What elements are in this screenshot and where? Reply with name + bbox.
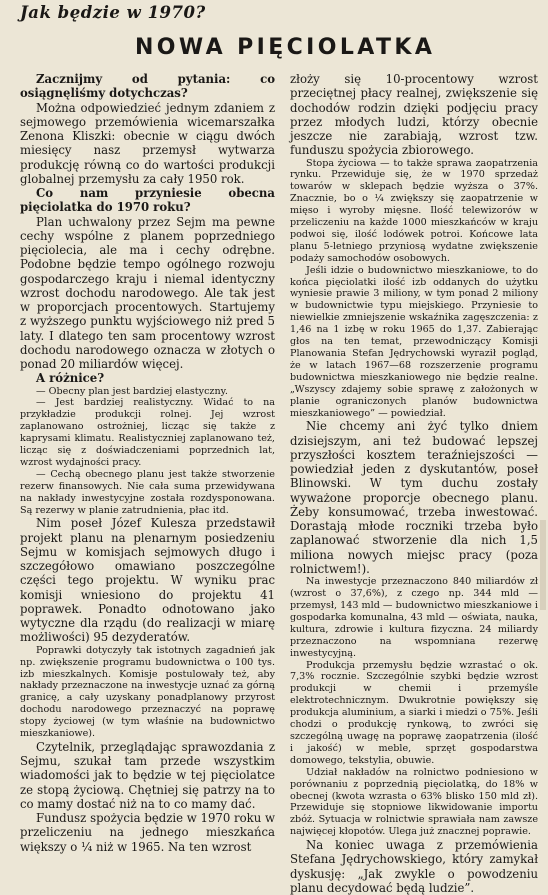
paragraph: Czytelnik, przeglądając sprawozdania z Sejmu, szukał tam przede wszystkim wiadomości jak to będzie w tej pięciolatce ze stopą życiową. Chętniej się patrzy na to co mamy dostać niż na to co mamy dać. — [20, 739, 275, 811]
small-paragraph: Udział nakładów na rolnictwo podniesiono w porównaniu z poprzednią pięciolatką, do 18% w obecnej (kwota wzrasta o 63% blisko 150 mld zł). Przewiduje się stopniowe likwidowanie importu zbóż. Sytuacja w rolnictwie sprawiała nam zawsze najwięcej kłopotów. Ulega już znacznej poprawie. — [290, 766, 538, 838]
bullet-paragraph: — Obecny plan jest bardziej elastyczny. — [36, 385, 228, 397]
small-paragraph: Poprawki dotyczyły tak istotnych zagadnień jak np. zwiększenie programu budownictwa o 100 tys. izb mieszkalnych. Komisje postulowały też, aby nakłady przeznaczone na inwestycje uznać za górną granicę, a cały uzyskany ponadplanowy przyrost dochodu narodowego przeznaczyć na poprawę stopy życiowej (w tym właśnie na budownictwo mieszkaniowe). — [20, 644, 275, 740]
article-column-right — [290, 72, 538, 895]
article-headline: NOWA PIĘCIOLATKA — [135, 35, 436, 60]
bullet-paragraph: — Cechą obecnego planu jest także stworzenie rezerw finansowych. Nie cała suma przewidywana na nakłady inwestycyjne została rozdysponowana. Są rezerwy w planie zatrudnienia, płac itd. — [20, 468, 275, 516]
paragraph: Plan uchwalony przez Sejm ma pewne cechy wspólne z planem poprzedniego pięciolecia, ale ma i cechy odrębne. Podobne będzie tempo ogólnego rozwoju gospodarczego kraju i niemal identyczny wzrost dochodu narodowego. Ale tak jest w proporcjach procentowych. Startujemy z wyższego punktu wyjściowego niż pred 5 laty. I dlatego ten sam procentowy wzrost dochodu narodowego oznacza w złotych o ponad 20 miliardów więcej. — [20, 214, 275, 371]
paragraph: Na koniec uwaga z przemówienia Stefana Jędrychowskiego, który zamykał dyskusję: „Jak zwykle o powodzeniu planu decydować będą ludzie”. — [290, 838, 538, 895]
paragraph: Nie chcemy ani żyć tylko dniem dzisiejszym, ani też budować lepszej przyszłości kosztem teraźniejszości — powiedział jeden z dyskutantów, poseł Blinowski. W tym duchu zostały wyważone proporcje obecnego planu. Żeby konsumować, trzeba inwestować. Dorastają młode roczniki trzeba było zaplanować stworzenie dla nich 1,5 miliona nowych miejsc pracy (poza rolnictwem!). — [290, 419, 538, 576]
article-column-left — [20, 72, 275, 854]
lead-question: Zacznijmy od pytania: co osiągnęliśmy dotychczas? — [20, 72, 275, 101]
small-paragraph: Jeśli idzie o budownictwo mieszkaniowe, to do końca pięciolatki ilość izb oddanych do użytku wyniesie prawie 3 miliony, w tym ponad 2 miliony w budownictwie typu miejskiego. Przyniesie to niewielkie zmniejszenie wskaźnika zagęszczenia: z 1,46 na 1 izbę w roku 1965 do 1,37. Zabierając głos na ten temat, przewodniczący Komisji Planowania Stefan Jędrychowski wyraził pogląd, że w latach 1967—68 rozszerzenie programu budownictwa mieszkaniowego nie będzie realne. „Wszyscy zdajemy sobie sprawę z założonych w planie ograniczonych planów budownictwa mieszkaniowego” — powiedział. — [290, 264, 538, 419]
bullet-paragraph: — Jest bardziej realistyczny. Widać to na przykładzie produkcji rolnej. Jej wzrost zaplanowano ostrożniej, licząc się także z kaprysami klimatu. Realistyczniej zaplanowano też, licząc się z doświadczeniami poprzednich lat, wzrost wydajności pracy. — [20, 397, 275, 468]
subheading: Co nam przyniesie obecna pięciolatka do 1970 roku? — [20, 186, 275, 215]
paragraph: złoży się 10-procentowy wzrost przeciętnej płacy realnej, zwiększenie się dochodów rodzin dzięki podjęciu pracy przez młodych ludzi, którzy obecnie jeszcze nie zarabiają, wzrost tzw. funduszu spożycia zbiorowego. — [290, 72, 538, 158]
small-paragraph: Produkcja przemysłu będzie wzrastać o ok. 7,3% rocznie. Szczególnie szybki będzie wzrost produkcji w chemii i przemyśle elektrotechnicznym. Dwukrotnie powiększy się produkcja aluminium, a siarki i miedzi o 75%. Jeśli chodzi o produkcję rynkową, to zwróci się szczególną uwagę na poprawę zaopatrzenia (ilość i jakość) w meble, sprzęt gospodarstwa domowego, tekstylia, obuwie. — [290, 659, 538, 766]
paragraph: Fundusz spożycia będzie w 1970 roku w przeliczeniu na jednego mieszkańca większy o ¼ niż w 1965. Na ten wzrost — [20, 811, 275, 854]
page-edge-mark — [540, 520, 546, 610]
paragraph: Można odpowiedzieć jednym zdaniem z sejmowego przemówienia wicemarszałka Zenona Kliszki: obecnie w ciągu dwóch miesięcy nasz przemysł wytwarza produkcję równą co do wartości produkcji globalnej przemysłu za cały 1950 rok. — [20, 100, 275, 186]
kicker-question: Jak będzie w 1970? — [20, 3, 206, 22]
small-paragraph: Stopa życiowa — to także sprawa zaopatrzenia rynku. Przewiduje się, że w 1970 sprzedaż towarów w sklepach będzie wyższa o 37%. Znacznie, bo o ¼ zwiększy się zaopatrzenie w mięso i wyroby mięsne. Ilość telewizorów w przeliczeniu na każde 1000 mieszkańców w kraju podwoi się, ilość lodówek potroi. Końcowe lata planu 5-letniego przyniosą wydatne zwiększenie podaży samochodów osobowych. — [290, 157, 538, 264]
subheading: A różnice? — [36, 371, 105, 386]
paragraph: Nim poseł Józef Kulesza przedstawił projekt planu na plenarnym posiedzeniu Sejmu w komisjach sejmowych długo i szczegółowo omawiano poszczególne części tego projektu. W wyniku prac komisji wniesiono do projektu 41 poprawek. Ponadto odnotowano jako wytyczne dla rządu (do realizacji w miarę możliwości) 95 dezyderatów. — [20, 516, 275, 645]
small-paragraph: Na inwestycje przeznaczono 840 miliardów zł (wzrost o 37,6%), z czego np. 344 mld — przemysł, 143 mld — budownictwo mieszkaniowe i gospodarka komunalna, 43 mld — oświata, nauka, kultura, zdrowie i kultura fizyczna. 24 miliardy przeznaczono na wspomniana rezerwę inwestycyjną. — [290, 576, 538, 659]
